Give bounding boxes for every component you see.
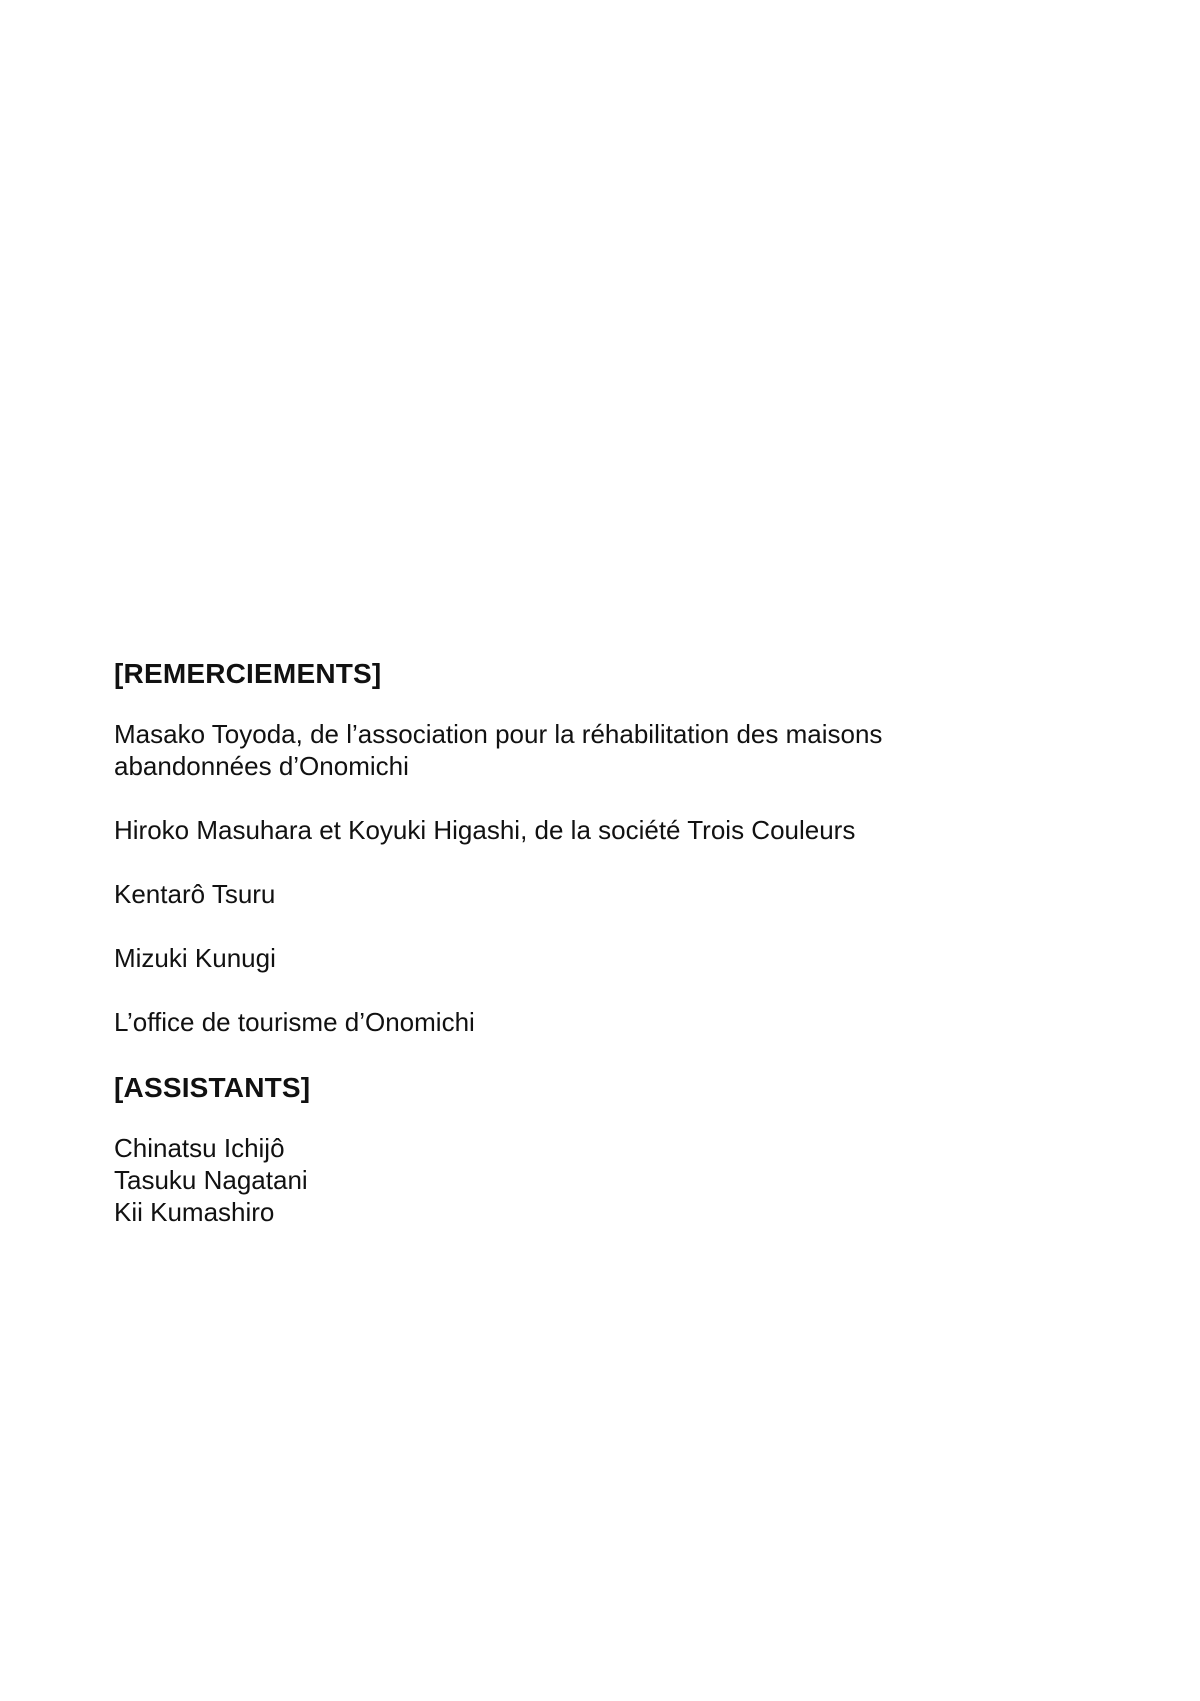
remerciements-heading: [REMERCIEMENTS] xyxy=(114,658,382,689)
list-item: Hiroko Masuhara et Koyuki Higashi, de la société Trois Couleurs xyxy=(114,815,856,845)
list-item: Tasuku Nagatani xyxy=(114,1165,308,1195)
list-item: Chinatsu Ichijô xyxy=(114,1133,285,1163)
assistants-heading: [ASSISTANTS] xyxy=(114,1072,311,1103)
list-item: Mizuki Kunugi xyxy=(114,943,276,973)
list-item: L’office de tourisme d’Onomichi xyxy=(114,1007,475,1037)
list-item: Masako Toyoda, de l’association pour la réhabilitation des maisons abandonnées d’Onomichi xyxy=(114,719,883,781)
remerciements-list xyxy=(114,718,1074,1038)
list-item: Kii Kumashiro xyxy=(114,1197,275,1227)
credits-content xyxy=(114,656,1074,1228)
section-spacer xyxy=(114,1038,1074,1070)
assistants-list xyxy=(114,1132,1074,1228)
list-item: Kentarô Tsuru xyxy=(114,879,276,909)
